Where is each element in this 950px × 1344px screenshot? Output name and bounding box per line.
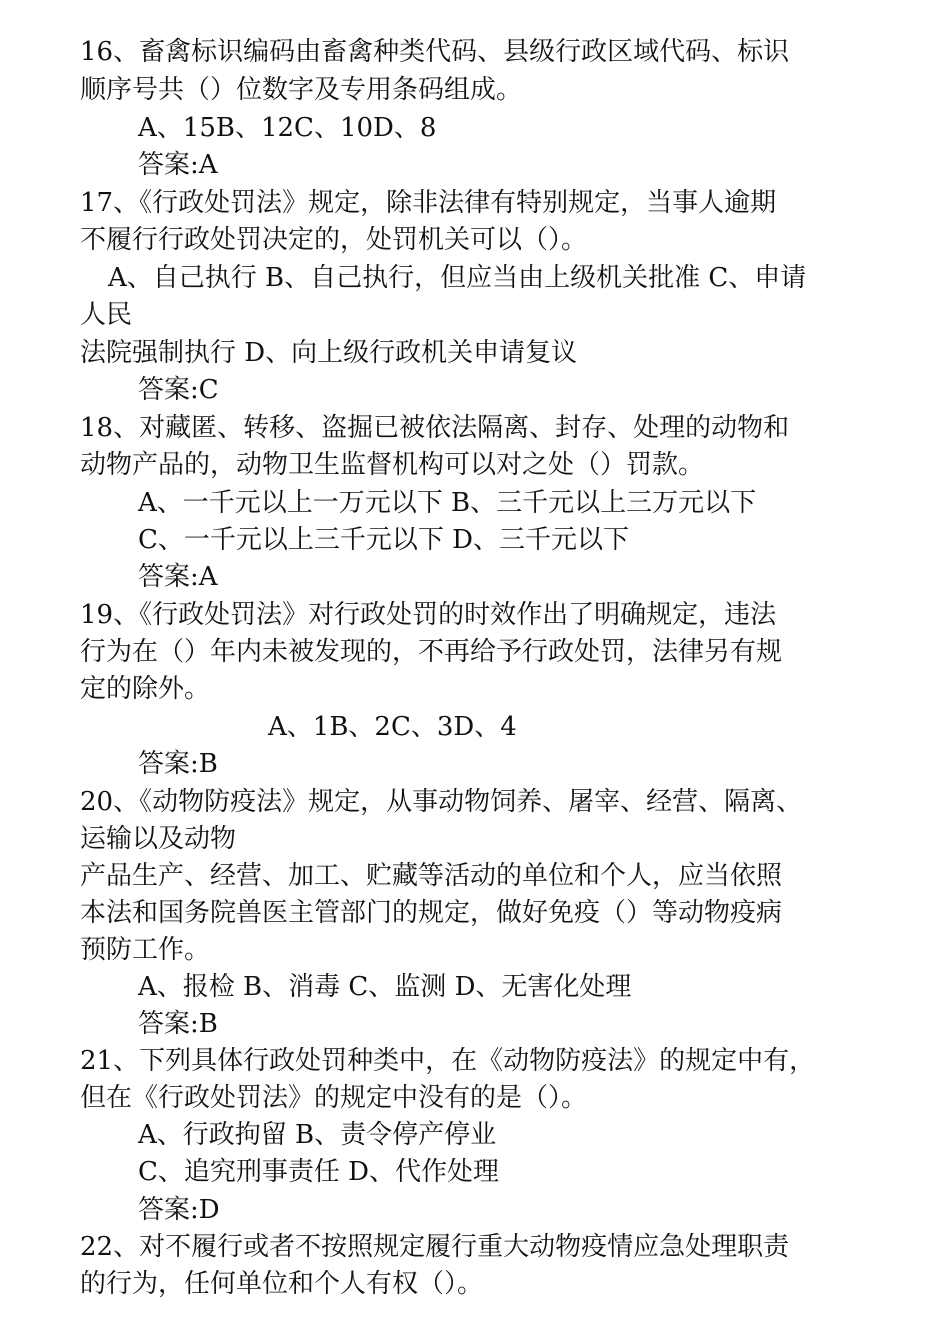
question-20-stem-line-3: 产品生产、经营、加工、贮藏等活动的单位和个人，应当依照 (80, 861, 783, 891)
question-18-answer: 答案:A (138, 562, 218, 592)
question-17-stem-line-2: 不履行行政处罚决定的，处罚机关可以（）。 (80, 225, 588, 255)
question-19-stem-line-3: 定的除外。 (80, 674, 211, 704)
question-18-stem-line-1: 18、对藏匿、转移、盗掘已被依法隔离、封存、处理的动物和 (80, 413, 790, 443)
question-16-options: A、15B、12C、10D、8 (138, 113, 437, 143)
question-17-options-line-2: 人民 (80, 300, 133, 330)
question-19-answer: 答案:B (138, 749, 218, 779)
question-18-options-line-1: A、一千元以上一万元以下 B、三千元以上三万元以下 (138, 488, 757, 518)
question-20-stem-line-4: 本法和国务院兽医主管部门的规定，做好免疫（）等动物疫病 (80, 898, 783, 928)
question-17-options-line-3: 法院强制执行 D、向上级行政机关申请复议 (80, 338, 578, 368)
question-20-answer: 答案:B (138, 1009, 218, 1039)
question-21-stem-line-1: 21、下列具体行政处罚种类中，在《动物防疫法》的规定中有， (80, 1046, 816, 1076)
question-21-answer: 答案:D (138, 1195, 220, 1225)
question-21-options-line-1: A、行政拘留 B、责令停产停业 (138, 1120, 497, 1150)
question-17-options-line-1: A、自己执行 B、自己执行，但应当由上级机关批准 C、申请 (108, 263, 807, 293)
question-20-stem-line-5: 预防工作。 (80, 935, 211, 965)
question-21-options-line-2: C、追究刑事责任 D、代作处理 (138, 1157, 500, 1187)
question-20-stem-line-1: 20、《动物防疫法》规定，从事动物饲养、屠宰、经营、隔离、 (80, 787, 803, 817)
question-16-stem-line-2: 顺序号共（）位数字及专用条码组成。 (80, 75, 523, 105)
question-17-answer: 答案:C (138, 375, 219, 405)
question-22-stem-line-2: 的行为，任何单位和个人有权（）。 (80, 1269, 484, 1299)
question-19-stem-line-1: 19、《行政处罚法》对行政处罚的时效作出了明确规定，违法 (80, 600, 777, 630)
question-17-stem-line-1: 17、《行政处罚法》规定，除非法律有特别规定，当事人逾期 (80, 188, 777, 218)
question-21-stem-line-2: 但在《行政处罚法》的规定中没有的是（）。 (80, 1083, 588, 1113)
question-19-options: A、1B、2C、3D、4 (268, 712, 517, 742)
question-18-options-line-2: C、一千元以上三千元以下 D、三千元以下 (138, 525, 630, 555)
question-22-stem-line-1: 22、对不履行或者不按照规定履行重大动物疫情应急处理职责 (80, 1232, 790, 1262)
question-18-stem-line-2: 动物产品的，动物卫生监督机构可以对之处（）罚款。 (80, 450, 705, 480)
question-16-stem-line-1: 16、畜禽标识编码由畜禽种类代码、县级行政区域代码、标识 (80, 37, 790, 67)
question-20-stem-line-2: 运输以及动物 (80, 824, 237, 854)
question-19-stem-line-2: 行为在（）年内未被发现的，不再给予行政处罚，法律另有规 (80, 637, 783, 667)
question-16-answer: 答案:A (138, 150, 218, 180)
question-20-options: A、报检 B、消毒 C、监测 D、无害化处理 (138, 972, 632, 1002)
